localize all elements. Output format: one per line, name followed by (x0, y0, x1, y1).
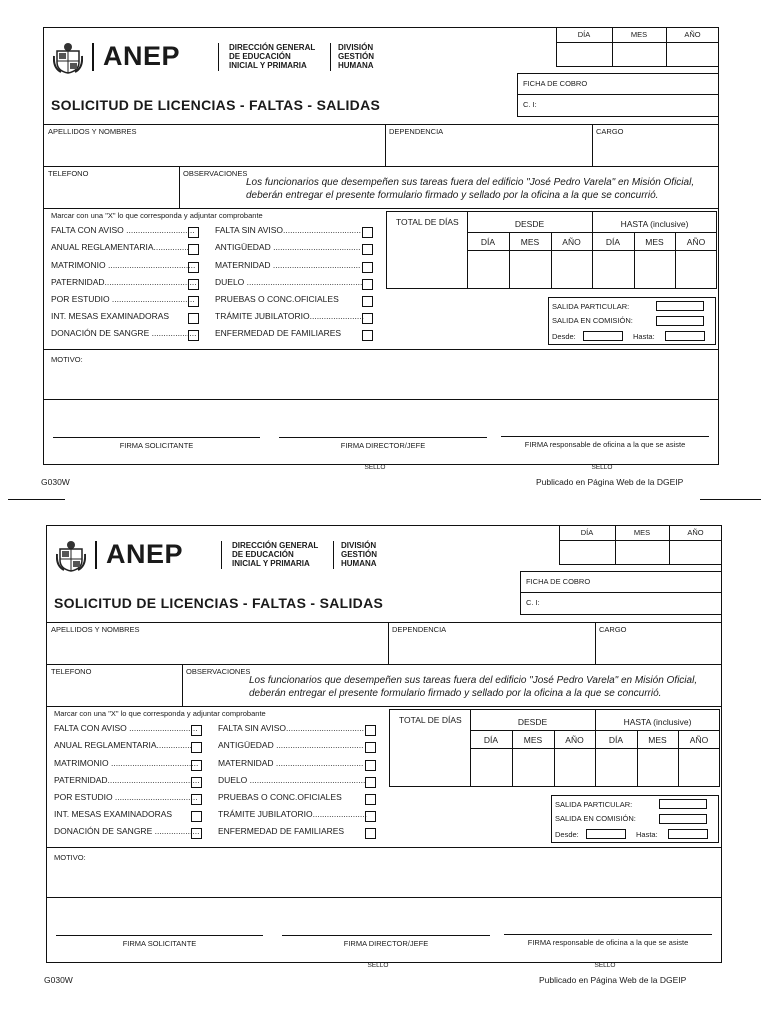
ci-label: C. I: (526, 598, 540, 607)
form-copy-2 (3, 498, 768, 996)
dependencia-field[interactable]: DEPENDENCIA (389, 127, 444, 136)
option-falta-con-aviso: FALTA CON AVISO ............................. (54, 723, 198, 733)
salida-hasta-label: Hasta: (633, 332, 655, 341)
col-ano: AÑO (686, 237, 706, 247)
option-matrimonio: MATRIMONIO ..................................... (51, 260, 196, 270)
firma-solicitante: FIRMA SOLICITANTE (122, 939, 197, 948)
published-note: Publicado en Página Web de la DGEIP (539, 975, 687, 985)
total-dias-label: TOTAL DE DÍAS (396, 217, 459, 227)
obs-text-line1: Los funcionarios que desempeñen sus tareas fuera del edificio "José Pedro Varela" en Misión Oficial, (246, 177, 695, 188)
checkbox[interactable] (362, 262, 373, 273)
col-ano: AÑO (562, 237, 581, 247)
col-mes: MES (520, 237, 540, 247)
desde-label: DESDE (517, 717, 548, 727)
obs-text-line1: Los funcionarios que desempeñen sus tareas fuera del edificio "José Pedro Varela" en Misión Oficial, (249, 675, 698, 686)
option-tramite: TRÁMITE JUBILATORIO....................... (215, 311, 364, 321)
motivo-field[interactable]: MOTIVO: (51, 355, 83, 364)
direccion-label: DIRECCIÓN GENERAL DE EDUCACIÓN INICIAL Y PRIMARIA (229, 43, 316, 70)
option-anual-reglamentaria: ANUAL REGLAMENTARIA............... (54, 740, 192, 750)
option-falta-con-aviso: FALTA CON AVISO ............................. (51, 225, 195, 235)
published-note: Publicado en Página Web de la DGEIP (536, 477, 684, 487)
salida-particular-input[interactable] (656, 301, 704, 311)
checkbox[interactable] (362, 279, 373, 290)
option-donacion-sangre: DONACIÓN DE SANGRE ................... (51, 328, 197, 338)
salida-comision-label: SALIDA EN COMISIÓN: (552, 316, 633, 325)
option-antiguedad: ANTIGÜEDAD ..................................... (218, 740, 364, 750)
apellidos-field[interactable]: APELLIDOS Y NOMBRES (51, 625, 140, 634)
checkbox[interactable] (188, 279, 199, 290)
observaciones-field[interactable]: OBSERVACIONES (186, 667, 251, 676)
option-int-mesas: INT. MESAS EXAMINADORAS (54, 809, 173, 819)
option-tramite: TRÁMITE JUBILATORIO....................... (218, 809, 367, 819)
salida-desde-input[interactable] (583, 331, 623, 341)
coat-of-arms-icon (56, 540, 86, 572)
option-int-mesas: INT. MESAS EXAMINADORAS (51, 311, 170, 321)
col-mes: MES (645, 237, 664, 247)
col-ano: AÑO (689, 735, 709, 745)
option-donacion-sangre: DONACIÓN DE SANGRE ................... (54, 826, 200, 836)
checkbox[interactable] (362, 313, 373, 324)
form-title: SOLICITUD DE LICENCIAS - FALTAS - SALIDAS (51, 97, 381, 113)
salida-hasta-label: Hasta: (636, 830, 658, 839)
form-code: G030W (41, 477, 70, 487)
sello-label: SELLO (364, 464, 386, 471)
desde-label: DESDE (514, 219, 545, 229)
ci-label: C. I: (523, 100, 537, 109)
option-maternidad: MATERNIDAD ..................................... (218, 758, 364, 768)
salida-desde-label: Desde: (552, 332, 576, 341)
checkbox[interactable] (191, 828, 202, 839)
option-falta-sin-aviso: FALTA SIN AVISO................................. (215, 225, 361, 235)
checkbox[interactable] (365, 760, 376, 771)
checkbox[interactable] (362, 244, 373, 255)
checkbox[interactable] (191, 777, 202, 788)
ficha-cobro-label: FICHA DE COBRO (526, 577, 591, 586)
col-ano: AÑO (565, 735, 584, 745)
checkbox[interactable] (188, 262, 199, 273)
salida-hasta-input[interactable] (668, 829, 708, 839)
sello-label: SELLO (594, 962, 616, 969)
col-mes: MES (523, 735, 543, 745)
date-mes-label: MES (633, 528, 651, 537)
salida-hasta-input[interactable] (665, 331, 705, 341)
checkbox[interactable] (191, 811, 202, 822)
option-paternidad: PATERNIDAD....................................... (54, 775, 200, 785)
checkbox[interactable] (188, 330, 199, 341)
mark-instruction: Marcar con una "X" lo que corresponda y adjuntar comprobante (54, 709, 266, 718)
checkbox[interactable] (188, 296, 199, 307)
sello-label: SELLO (591, 464, 613, 471)
option-antiguedad: ANTIGÜEDAD ..................................... (215, 242, 361, 252)
checkbox[interactable] (365, 777, 376, 788)
observaciones-field[interactable]: OBSERVACIONES (183, 169, 248, 178)
checkbox[interactable] (191, 742, 202, 753)
option-matrimonio: MATRIMONIO ..................................... (54, 758, 199, 768)
checkbox[interactable] (365, 828, 376, 839)
checkbox[interactable] (188, 227, 199, 238)
dependencia-field[interactable]: DEPENDENCIA (392, 625, 447, 634)
salida-particular-input[interactable] (659, 799, 707, 809)
hasta-label: HASTA (inclusive) (620, 219, 689, 229)
checkbox[interactable] (365, 794, 376, 805)
checkbox[interactable] (188, 313, 199, 324)
checkbox[interactable] (365, 725, 376, 736)
option-por-estudio: POR ESTUDIO ................................... (51, 294, 195, 304)
salida-desde-label: Desde: (555, 830, 579, 839)
date-ano-label: AÑO (687, 528, 704, 537)
firma-solicitante: FIRMA SOLICITANTE (119, 441, 194, 450)
firma-director: FIRMA DIRECTOR/JEFE (340, 441, 426, 450)
hasta-label: HASTA (inclusive) (623, 717, 692, 727)
salida-desde-input[interactable] (586, 829, 626, 839)
option-pruebas: PRUEBAS O CONC.OFICIALES (215, 294, 339, 304)
date-ano-label: AÑO (684, 30, 701, 39)
salida-comision-input[interactable] (656, 316, 704, 326)
anep-logo: ANEP (106, 539, 184, 569)
division-label: DIVISIÓN GESTIÓN HUMANA (338, 43, 375, 70)
checkbox[interactable] (365, 811, 376, 822)
telefono-field[interactable]: TELEFONO (51, 667, 92, 676)
direccion-label: DIRECCIÓN GENERAL DE EDUCACIÓN INICIAL Y PRIMARIA (232, 541, 319, 568)
date-dia-label: DÍA (580, 528, 594, 537)
col-dia: DÍA (605, 237, 621, 247)
coat-of-arms-icon (53, 42, 83, 74)
checkbox[interactable] (191, 725, 202, 736)
form-title: SOLICITUD DE LICENCIAS - FALTAS - SALIDAS (54, 595, 384, 611)
option-anual-reglamentaria: ANUAL REGLAMENTARIA............... (51, 242, 189, 252)
salida-comision-input[interactable] (659, 814, 707, 824)
firma-director: FIRMA DIRECTOR/JEFE (343, 939, 429, 948)
option-enfermedad: ENFERMEDAD DE FAMILIARES (218, 826, 345, 836)
ficha-cobro-label: FICHA DE COBRO (523, 79, 588, 88)
sello-label: SELLO (367, 962, 389, 969)
salida-particular-label: SALIDA PARTICULAR: (552, 302, 630, 311)
date-dia-label: DÍA (577, 30, 591, 39)
checkbox[interactable] (191, 794, 202, 805)
form-code: G030W (44, 975, 73, 985)
date-mes-label: MES (630, 30, 648, 39)
salida-comision-label: SALIDA EN COMISIÓN: (555, 814, 636, 823)
anep-logo: ANEP (103, 41, 181, 71)
division-label: DIVISIÓN GESTIÓN HUMANA (341, 541, 378, 568)
option-por-estudio: POR ESTUDIO ................................... (54, 792, 198, 802)
checkbox[interactable] (362, 296, 373, 307)
apellidos-field[interactable]: APELLIDOS Y NOMBRES (48, 127, 137, 136)
checkbox[interactable] (188, 244, 199, 255)
obs-text-line2: deberán entregar el presente formulario firmado y sellado por la oficina a la que se concurrió. (246, 190, 659, 201)
motivo-field[interactable]: MOTIVO: (54, 853, 86, 862)
col-dia: DÍA (480, 237, 496, 247)
col-dia: DÍA (483, 735, 499, 745)
salida-particular-label: SALIDA PARTICULAR: (555, 800, 633, 809)
telefono-field[interactable]: TELEFONO (48, 169, 89, 178)
option-enfermedad: ENFERMEDAD DE FAMILIARES (215, 328, 342, 338)
option-falta-sin-aviso: FALTA SIN AVISO................................. (218, 723, 364, 733)
mark-instruction: Marcar con una "X" lo que corresponda y adjuntar comprobante (51, 211, 263, 220)
cargo-field[interactable]: CARGO (596, 127, 624, 136)
checkbox[interactable] (191, 760, 202, 771)
firma-responsable: FIRMA responsable de oficina a la que se asiste (524, 440, 686, 449)
option-maternidad: MATERNIDAD ..................................... (215, 260, 361, 270)
form-copy-1 (0, 0, 768, 498)
option-duelo: DUELO ................................................. (218, 775, 366, 785)
checkbox[interactable] (365, 742, 376, 753)
option-pruebas: PRUEBAS O CONC.OFICIALES (218, 792, 342, 802)
cargo-field[interactable]: CARGO (599, 625, 627, 634)
firma-responsable: FIRMA responsable de oficina a la que se asiste (527, 938, 689, 947)
total-dias-label: TOTAL DE DÍAS (399, 715, 462, 725)
checkbox[interactable] (362, 227, 373, 238)
col-dia: DÍA (608, 735, 624, 745)
obs-text-line2: deberán entregar el presente formulario firmado y sellado por la oficina a la que se concurrió. (249, 688, 662, 699)
col-mes: MES (648, 735, 667, 745)
option-paternidad: PATERNIDAD....................................... (51, 277, 197, 287)
checkbox[interactable] (362, 330, 373, 341)
option-duelo: DUELO ................................................. (215, 277, 363, 287)
